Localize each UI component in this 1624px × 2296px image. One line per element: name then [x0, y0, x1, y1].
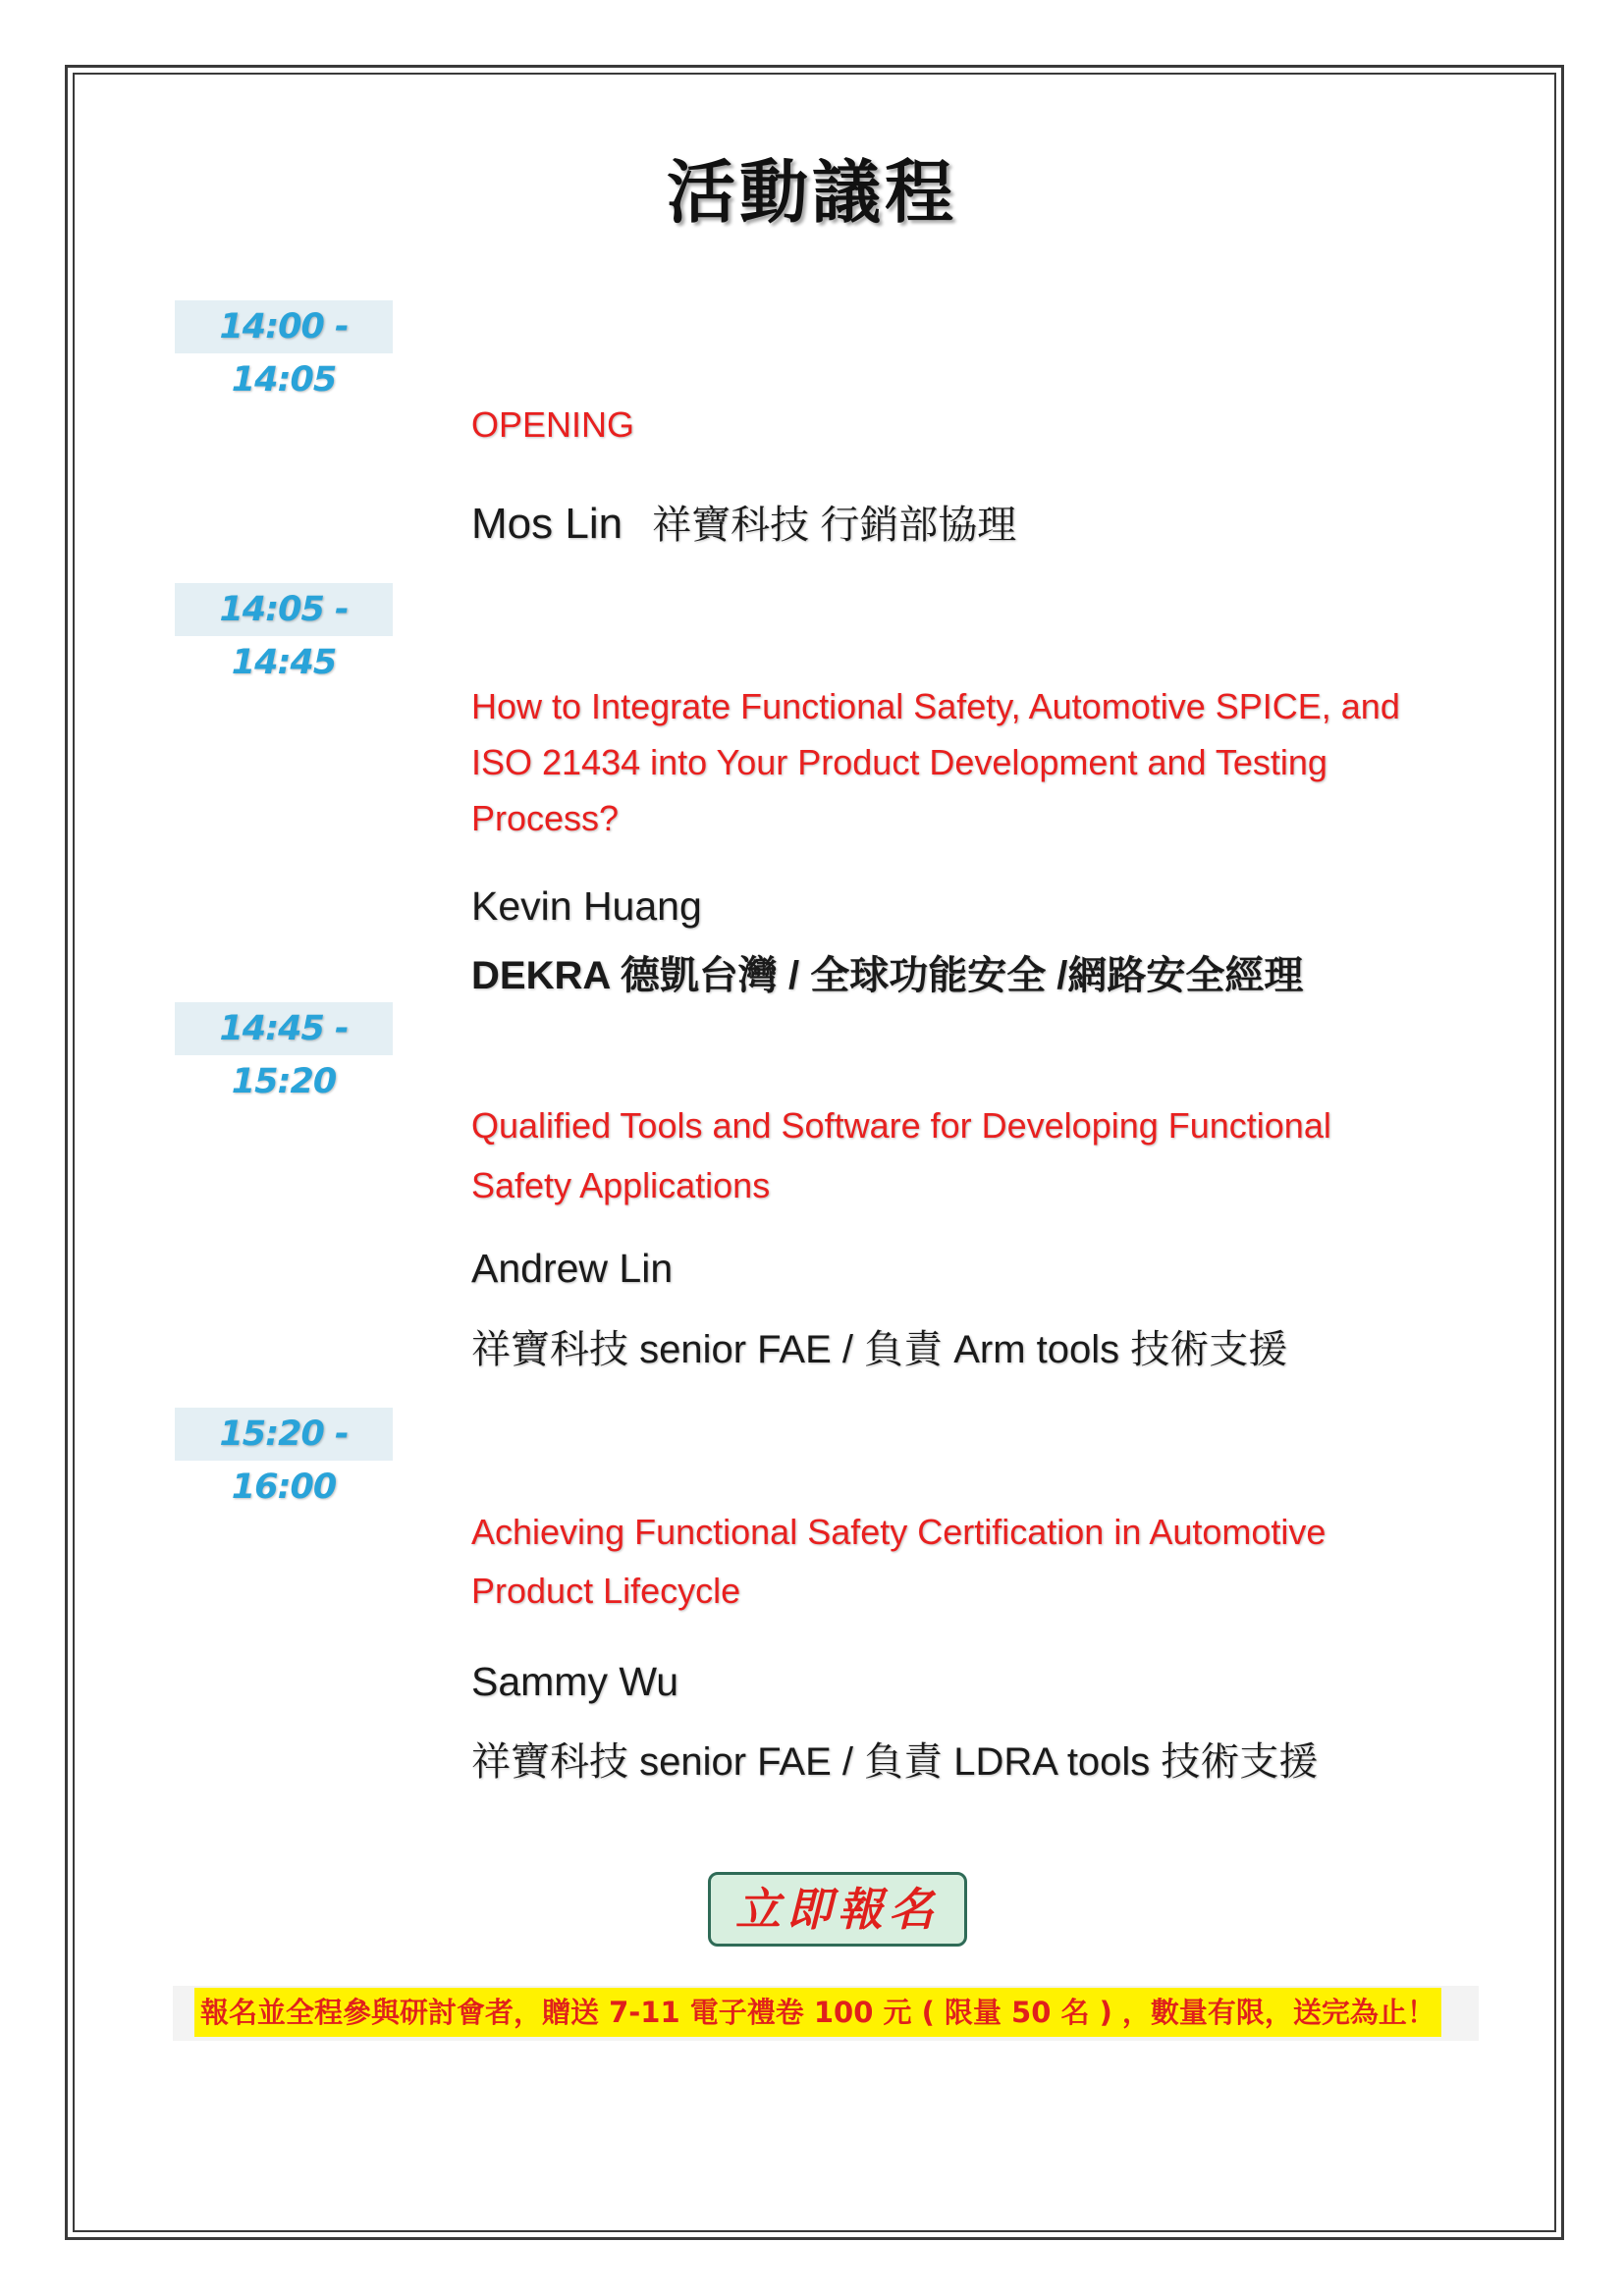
- gift-notice: 報名並全程參與研討會者，贈送 7-11 電子禮卷 100 元 ( 限量 50 名 ) ，數量有限，送完為止！: [194, 1988, 1441, 2037]
- session-1-speaker-role: 祥寶科技 行銷部協理: [652, 504, 1017, 547]
- session-2-time: 14:05 - 14:45: [175, 583, 393, 636]
- session-2-speaker-name: Kevin Huang: [471, 883, 702, 929]
- session-2-title-line-2: ISO 21434 into Your Product Development and Testing: [471, 742, 1327, 782]
- session-3-speaker-role: 祥寶科技 senior FAE / 負責 Arm tools 技術支援: [471, 1328, 1288, 1371]
- page-title: 活動議程: [667, 152, 957, 233]
- session-4-title-line-2: Product Lifecycle: [471, 1571, 741, 1611]
- session-2-speaker-role: DEKRA 德凱台灣 / 全球功能安全 /網路安全經理: [471, 954, 1304, 997]
- session-3-time: 14:45 - 15:20: [175, 1002, 393, 1055]
- session-4-speaker-name: Sammy Wu: [471, 1659, 679, 1704]
- register-now-button[interactable]: 立即報名: [708, 1872, 967, 1947]
- session-4-speaker-role: 祥寶科技 senior FAE / 負責 LDRA tools 技術支援: [471, 1740, 1319, 1784]
- session-1-speaker: [471, 494, 1016, 550]
- session-3-speaker-name: Andrew Lin: [471, 1246, 674, 1291]
- session-1-speaker-name: Mos Lin: [471, 500, 623, 548]
- session-2-title-line-1: How to Integrate Functional Safety, Automotive SPICE, and: [471, 686, 1400, 726]
- session-3-title-line-2: Safety Applications: [471, 1165, 771, 1205]
- session-2-title-line-3: Process?: [471, 798, 620, 838]
- session-3-title-line-1: Qualified Tools and Software for Developing Functional: [471, 1105, 1331, 1146]
- session-1-title: OPENING: [471, 404, 635, 445]
- session-4-time: 15:20 - 16:00: [175, 1408, 393, 1461]
- session-4-title-line-1: Achieving Functional Safety Certification in Automotive: [471, 1512, 1326, 1552]
- session-1-time: 14:00 - 14:05: [175, 300, 393, 353]
